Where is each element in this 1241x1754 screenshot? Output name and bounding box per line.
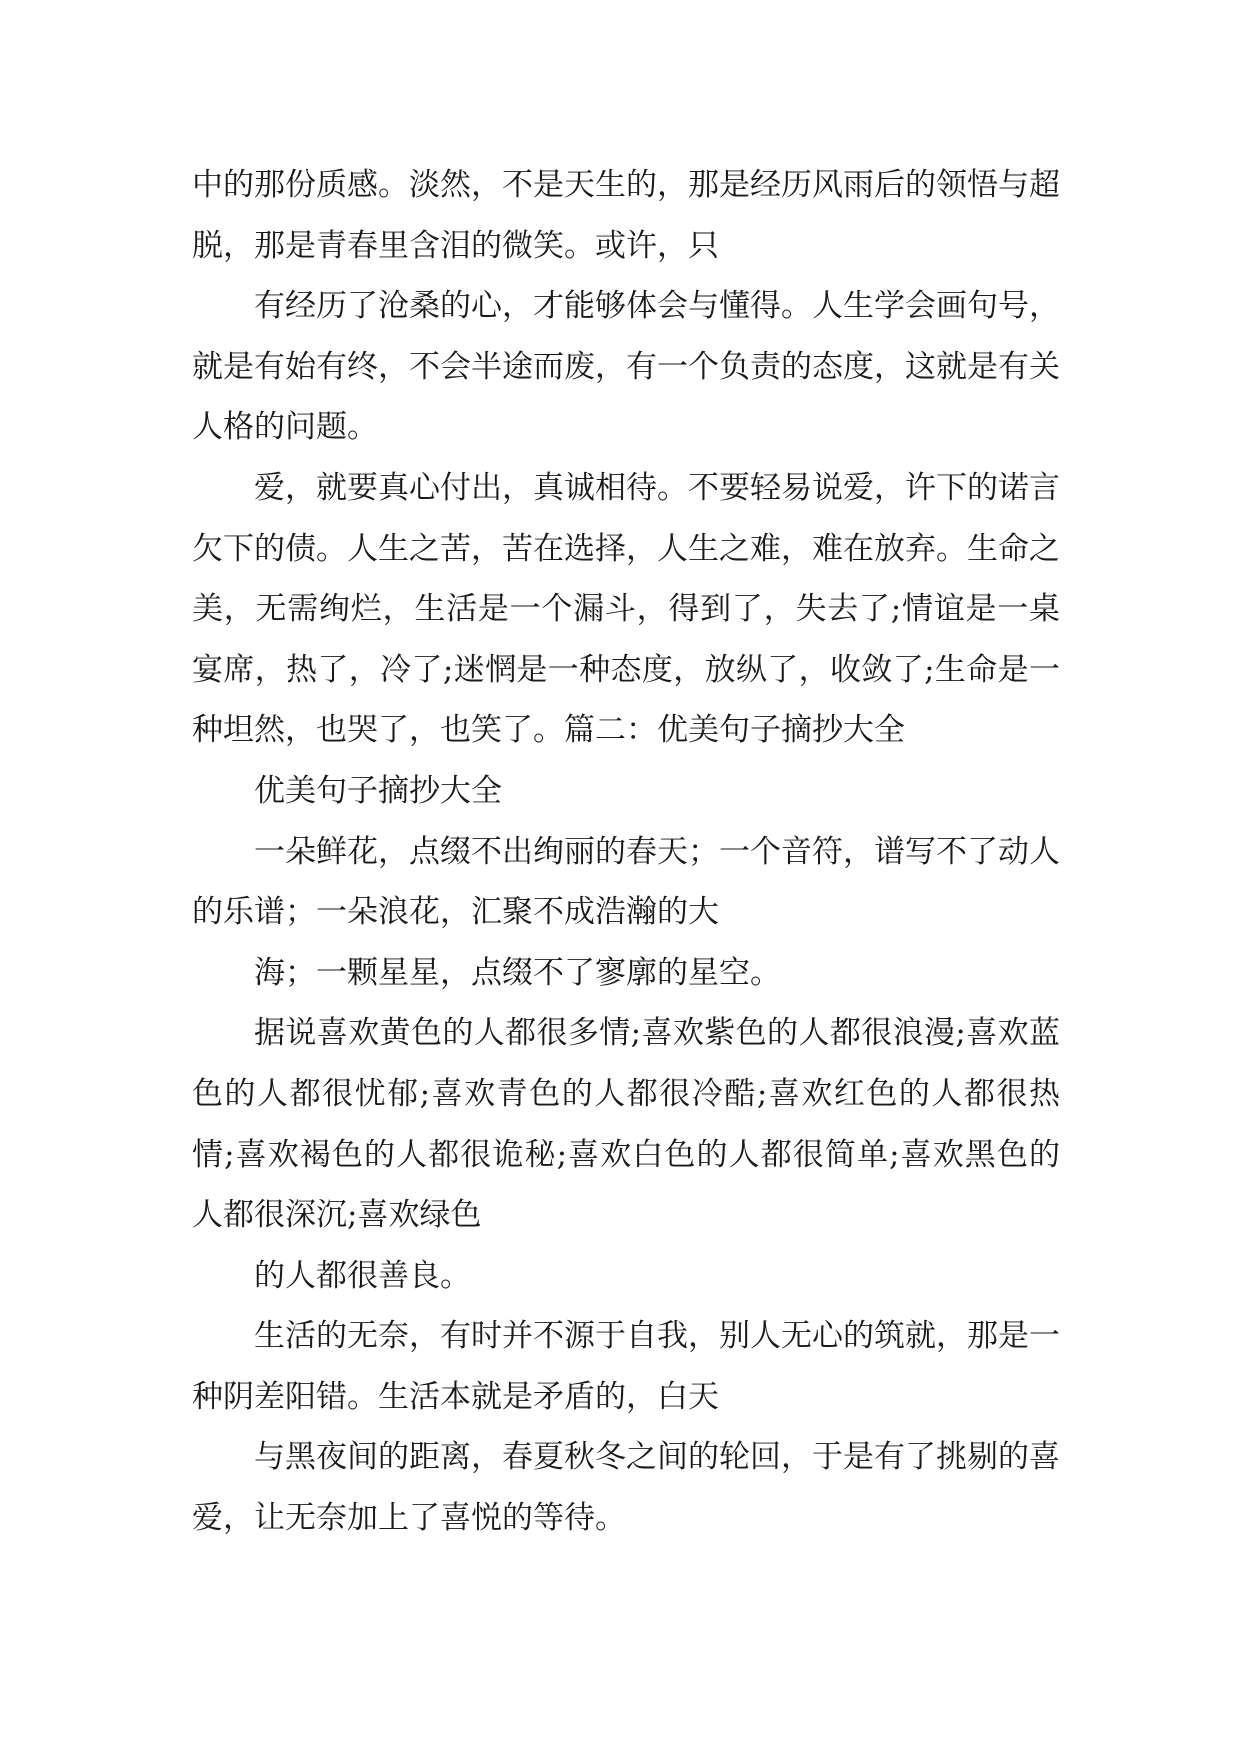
body-text (192, 155, 1060, 1549)
paragraph: 爱，就要真心付出，真诚相待。不要轻易说爱，许下的诺言欠下的债。人生之苦，苦在选择，人生之难，难在放弃。生命之美，无需绚烂，生活是一个漏斗，得到了，失去了;情谊是一桌宴席，热了，冷了;迷惘是一种态度，放纵了，收敛了;生命是一种坦然，也哭了，也笑了。篇二：优美句子摘抄大全 (192, 469, 1060, 749)
paragraph: 一朵鲜花，点缀不出绚丽的春天；一个音符，谱写不了动人的乐谱；一朵浪花，汇聚不成浩瀚的大 (192, 833, 1060, 931)
paragraph: 生活的无奈，有时并不源于自我，别人无心的筑就，那是一种阴差阳错。生活本就是矛盾的，白天 (192, 1318, 1060, 1415)
paragraph: 优美句子摘抄大全 (254, 772, 502, 809)
paragraph: 与黑夜间的距离，春夏秋冬之间的轮回，于是有了挑剔的喜爱，让无奈加上了喜悦的等待。 (192, 1439, 1060, 1537)
paragraph: 的人都很善良。 (254, 1257, 471, 1294)
paragraph: 海；一颗星星，点缀不了寥廓的星空。 (254, 954, 781, 991)
paragraph: 中的那份质感。淡然，不是天生的，那是经历风雨后的领悟与超脱，那是青春里含泪的微笑。或许，只 (192, 167, 1060, 264)
paragraph: 有经历了沧桑的心，才能够体会与懂得。人生学会画句号，就是有始有终，不会半途而废，有一个负责的态度，这就是有关人格的问题。 (192, 288, 1060, 446)
paragraph: 据说喜欢黄色的人都很多情;喜欢紫色的人都很浪漫;喜欢蓝色的人都很忧郁;喜欢青色的人都很冷酷;喜欢红色的人都很热情;喜欢褐色的人都很诡秘;喜欢白色的人都很简单;喜欢黑色的人都很深沉;喜欢绿色 (192, 1015, 1060, 1234)
